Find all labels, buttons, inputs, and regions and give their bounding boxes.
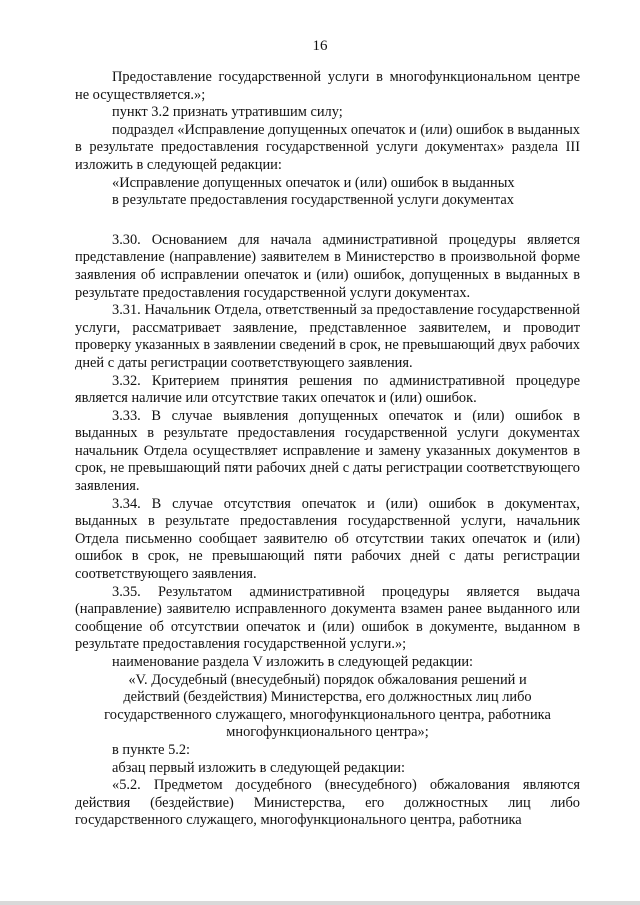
paragraph: подраздел «Исправление допущенных опечаток и (или) ошибок в выданных в результате предоставления государственной услуги документах» раздела III изложить в следующей редакции: <box>75 121 580 173</box>
clause-3-34: 3.34. В случае отсутствия опечаток и (или) ошибок в документах, выданных в результате предоставления государственной услуги, начальник Отдела письменно сообщает заявителю об отсутствии таких опечаток и (или) ошибок в срок, не превышающий пяти рабочих дней с даты регистрации соответствующего заявления. <box>75 495 580 583</box>
page-bottom-edge <box>0 901 640 905</box>
clause-3-32: 3.32. Критерием принятия решения по административной процедуре является наличие или отсутствие таких опечаток и (или) ошибок. <box>75 372 580 407</box>
section-v-intro: наименование раздела V изложить в следующей редакции: <box>112 654 474 670</box>
paragraph: пункт 3.2 признать утратившим силу; <box>112 104 343 121</box>
page-number: 16 <box>312 38 328 54</box>
clause-3-33: 3.33. В случае выявления допущенных опечаток и (или) ошибок в выданных в результате предоставления государственной услуги документах начальник Отдела осуществляет исправление и замену указанных документов в срок, не превышающий пяти рабочих дней с даты регистрации соответствующего заявления. <box>75 407 580 495</box>
document-body <box>75 69 580 830</box>
clause-3-31: 3.31. Начальник Отдела, ответственный за предоставление государственной услуги, рассматривает заявление, представленное заявителем, и проводит проверку указанных в заявлении сведений в срок, не превышающий двух рабочих дней с даты регистрации соответствующего заявления. <box>75 302 580 371</box>
paragraph: абзац первый изложить в следующей редакции: <box>112 759 406 776</box>
section-v-heading-line: действий (бездействия) Министерства, его должностных лиц либо <box>123 689 532 706</box>
paragraph: Предоставление государственной услуги в многофункциональном центре не осуществляется.»; <box>75 69 580 103</box>
subsection-heading-line: «Исправление допущенных опечаток и (или) ошибок в выданных <box>112 174 515 191</box>
paragraph: «5.2. Предметом досудебного (внесудебного) обжалования являются действия (бездействие) Министерства, его должностных лиц либо государственного служащего, многофункционального центра, работника <box>75 777 580 829</box>
section-v-heading-line: «V. Досудебный (внесудебный) порядок обжалования решений и <box>128 671 527 688</box>
section-v-heading-line: многофункционального центра»; <box>226 724 429 741</box>
subsection-heading-line: в результате предоставления государственной услуги документах <box>112 192 514 209</box>
paragraph: в пункте 5.2: <box>112 741 191 758</box>
clause-3-35: 3.35. Результатом административной процедуры является выдача (направление) заявителю исправленного документа взамен ранее выданного или сообщение об отсутствии опечаток и (или) ошибок в документе, выданном в результате предоставления государственной услуги.»; <box>75 583 580 653</box>
clause-3-30: 3.30. Основанием для начала административной процедуры является представление (направление) заявителем в Министерство в произвольной форме заявления об исправлении опечаток и (или) ошибок, допущенных в выданных в результате предоставления государственной услуги документах. <box>75 231 580 301</box>
section-v-heading-line: государственного служащего, многофункционального центра, работника <box>104 706 551 723</box>
